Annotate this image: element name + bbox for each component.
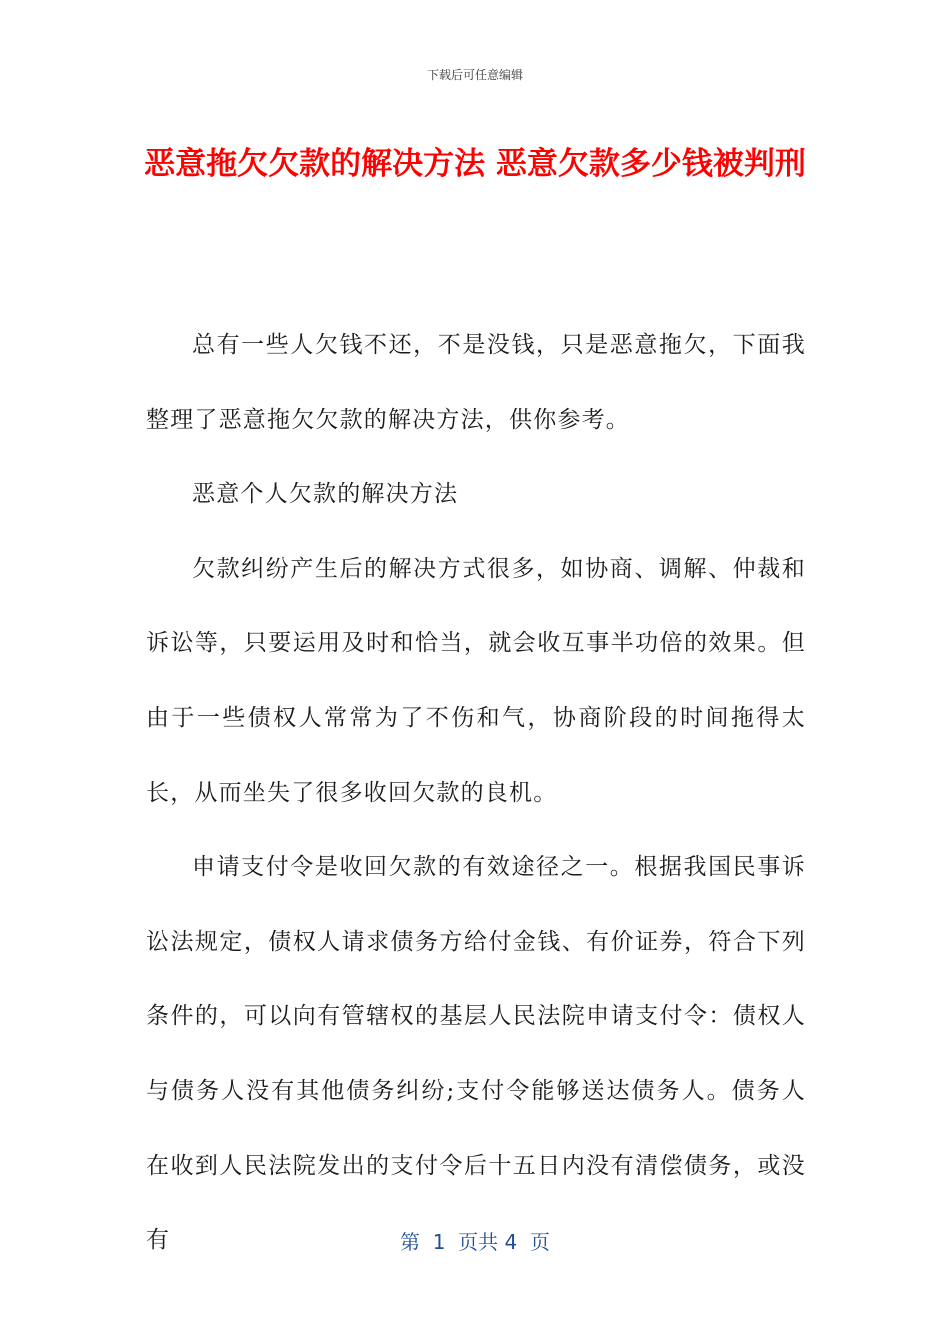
header-note: 下载后可任意编辑	[426, 68, 523, 82]
document-title: 恶意拖欠欠款的解决方法 恶意欠款多少钱被判刑	[144, 146, 806, 182]
page-number-footer: 第 1 页共 4 页	[400, 1230, 550, 1254]
section-heading: 恶意个人欠款的解决方法	[192, 481, 459, 508]
paragraph-intro: 总有一些人欠钱不还，不是没钱，只是恶意拖欠，下面我整理了恶意拖欠欠款的解决方法，供你参考。	[146, 332, 806, 433]
document-body	[146, 308, 806, 1278]
paragraph-payment-order: 申请支付令是收回欠款的有效途径之一。根据我国民事诉讼法规定，债权人请求债务方给付金钱、有价证券，符合下列条件的，可以向有管辖权的基层人民法院申请支付令：债权人与债务人没有其他债务纠纷;支付令能够送达债务人。债务人在收到人民法院发出的支付令后十五日内没有清偿债务，或没有	[146, 854, 806, 1254]
paragraph-methods: 欠款纠纷产生后的解决方式很多，如协商、调解、仲裁和诉讼等，只要运用及时和恰当，就会收互事半功倍的效果。但由于一些债权人常常为了不伤和气，协商阶段的时间拖得太长，从而坐失了很多收回欠款的良机。	[146, 555, 806, 806]
